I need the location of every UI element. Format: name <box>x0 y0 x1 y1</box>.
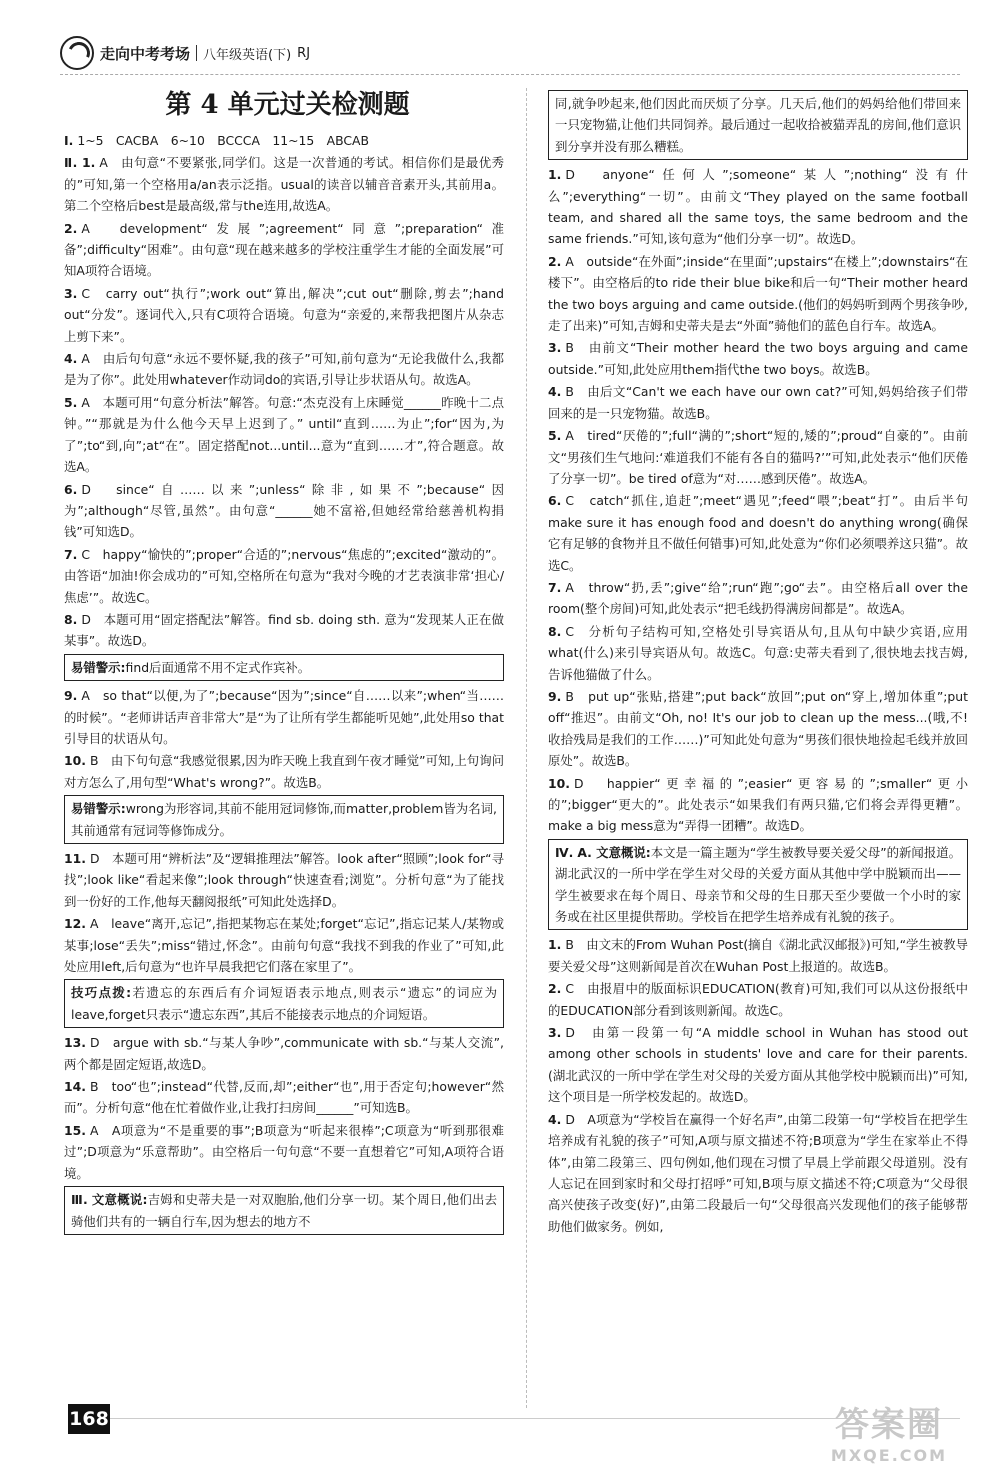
note-box <box>64 795 504 844</box>
answer-item <box>64 218 504 282</box>
answer-item <box>548 164 968 250</box>
item-number: 9. <box>64 688 78 704</box>
item-text: B 由下句句意“我感觉很累,因为昨天晚上我直到午夜才睡觉”可知,上句询问对方怎么了,用句型“What's wrong?”。故选B。 <box>64 753 504 790</box>
item-number: 4. <box>548 1111 562 1127</box>
item-text: A leave“离开,忘记”,指把某物忘在某处;forget“忘记”,指忘记某人/某物或某事;lose“丢失”;miss“错过,怀念”。由前句句意“我找不到我的作业了”可知,此处应用left,后句意为“也许早晨我把它们落在家里了”。 <box>64 916 504 975</box>
item-text: A 由后句句意“永远不要怀疑,我的孩子”可知,前句意为“无论我做什么,我都是为了你”。此处用whatever作动词do的宾语,引导让步状语从句。故选A。 <box>64 351 504 388</box>
note-label: 易错警示: <box>71 659 126 675</box>
item-number: 13. <box>64 1035 86 1051</box>
answer-item <box>64 1032 504 1075</box>
answer-item <box>548 934 968 977</box>
page-header <box>60 36 310 70</box>
item-number: Ⅲ. <box>71 1192 88 1208</box>
item-number: 6. <box>548 493 562 509</box>
item-text: C happy“愉快的”;proper“合适的”;nervous“焦虑的”;excited“激动的”。由答语“加油!你会成功的”可知,空格所在句意为“我对今晚的才艺表演非常‘担心/焦虑’”。故选C。 <box>64 546 504 605</box>
answer-item <box>548 490 968 576</box>
item-text: A tired“厌倦的”;full“满的”;short“短的,矮的”;proud“自豪的”。由前文“男孩们生气地问:‘难道我们不能有各自的猫吗?’”可知,此处表示“他们厌倦了分享一切”。be tired of意为“对……感到厌倦”。故选A。 <box>548 428 968 486</box>
item-number: 11. <box>64 851 86 866</box>
item-number: 3. <box>548 1025 562 1041</box>
item-text: A A项意为“不是重要的事”;B项意为“听起来很棒”;C项意为“听到那很难过”;D项意为“乐意帮助”。由空格后一句句意“不要一直想着它”可知,A项符合语境。 <box>64 1122 504 1181</box>
answer-item <box>548 251 968 337</box>
answer-item <box>64 1076 504 1119</box>
note-label: A. 文意概说: <box>577 844 651 860</box>
item-text: D A项意为“学校旨在赢得一个好名声”,由第二段第一句“学校旨在把学生培养成有礼貌的孩子”可知,A项与原文描述不符;B项意为“学生在家举止不得体”,由第二段第三、四句例如,他们现在习惯了早晨上学前跟父母道别。没有人忘记在回到家时和父母打招呼”可知,B项与原文描述不符;C项意为“父母很高兴使孩子改变(好)”,由第二段最后一句“父母很高兴发现他们的孩子能够帮助他们做家务。例如, <box>548 1111 968 1234</box>
note-label: 文意概说: <box>91 1192 148 1208</box>
answer-item <box>64 609 504 652</box>
item-number: 5. <box>64 394 78 410</box>
item-text: wrong为形容词,其前不能用冠词修饰,而matter,problem皆为名词,其前通常有冠词等修饰成分。 <box>71 801 497 838</box>
answer-item <box>64 1120 504 1184</box>
answer-item <box>64 913 504 977</box>
item-text: D 由第一段第一句“A middle school in Wuhan has stood out among other schools in students' love and care for their parents.(湖北武汉的一所中学在学生对父母的关爱方面从其他学校中脱颖而出)”可知,这个项目是一所学校发起的。故选D。 <box>548 1025 968 1105</box>
answer-item <box>548 686 968 772</box>
item-text: 吉姆和史蒂夫是一对双胞胎,他们分享一切。某个周日,他们出去骑他们共有的一辆自行车,因为想去的地方不 <box>71 1192 497 1229</box>
note-box <box>548 839 968 931</box>
edition-label: RJ <box>297 45 311 61</box>
item-number: 10. <box>64 753 86 769</box>
item-number: 5. <box>548 428 562 444</box>
answer-item <box>64 685 504 749</box>
note-box <box>548 90 968 160</box>
answer-item <box>64 750 504 793</box>
left-column <box>64 130 504 1410</box>
answer-item <box>548 621 968 685</box>
item-number: 3. <box>548 340 562 356</box>
answer-item <box>548 1022 968 1108</box>
answer-item <box>64 479 504 543</box>
brand-logo-icon <box>60 36 94 70</box>
page-number: 168 <box>68 1404 110 1434</box>
item-number: 1. <box>548 167 562 183</box>
item-text: A 本题可用“句意分析法”解答。句意:“杰克没有上床睡觉______昨晚十二点钟。”“那就是为什么他今天早上迟到了。” until“直到……为止”;for“因为,为了”;to“到,向”;at“在”。固定搭配not...until...意为“直到……才”,符合题意。故选A。 <box>64 394 504 475</box>
item-text: find后面通常不用不定式作宾补。 <box>125 659 311 675</box>
note-box <box>64 654 504 681</box>
item-number: Ⅳ. <box>555 844 574 860</box>
item-number: 8. <box>64 611 78 627</box>
item-text: D anyone“任何人”;someone“某人”;nothing“没有什么”;everything“一切”。由前文“They played on the same football team, and shared all the same toys, the same bedroom and the same friends.”可知,该句意为“他们分享一切”。故选D。 <box>548 167 968 247</box>
answer-item <box>64 348 504 391</box>
item-number: 9. <box>548 688 562 704</box>
item-number: 15. <box>64 1122 86 1138</box>
item-number: 12. <box>64 916 86 932</box>
answer-item <box>548 978 968 1021</box>
watermark-logo-text: 答案圈 <box>835 1405 943 1445</box>
answer-item <box>64 283 504 347</box>
item-text: B 由前文“Their mother heard the two boys arguing and came outside.”可知,此处应用them指代the two boys。故选B。 <box>548 340 968 377</box>
item-number: 3. <box>64 285 78 301</box>
item-text: C carry out“执行”;work out“算出,解决”;cut out“删除,剪去”;hand out“分发”。逐词代入,只有C项符合语境。句意为“亲爱的,来帮我把图片从杂志上剪下来”。 <box>64 285 504 344</box>
item-text: C catch“抓住,追赶”;meet“遇见”;feed“喂”;beat“打”。由后半句make sure it has enough food and doesn't do anything wrong(确保它有足够的食物并且不做任何错事)可知,此处意为“你们必须喂养这只猫”。故选C。 <box>548 493 968 573</box>
item-text: D 本题可用“辨析法”及“逻辑推理法”解答。look after“照顾”;look for“寻找”;look like“看起来像”;look through“快速查看;浏览”。分析句意“为了能找到一份好的工作,他每天翻阅报纸”可知此处选择D。 <box>64 851 504 909</box>
item-text: B 由后文“Can't we each have our own cat?”可知,妈妈给孩子们带回来的是一只宠物猫。故选B。 <box>548 384 968 421</box>
note-box <box>64 1186 504 1235</box>
answer-item <box>64 544 504 608</box>
item-text: D since“自……以来”;unless“除非,如果不”;because“因为”;although“尽管,虽然”。由句意“______她不富裕,但她经常给慈善机构捐钱”可知选D。 <box>64 481 504 540</box>
item-text: 本文是一篇主题为“学生被教导要关爱父母”的新闻报道。湖北武汉的一所中学在学生对父母的关爱方面从其他中学中脱颖而出——学生被要求在每个周日、母亲节和父母的生日那天至少要做一个小时的家务或在社区里提供帮助。学校旨在把学生培养成有礼貌的孩子。 <box>555 844 961 925</box>
item-number: 7. <box>548 579 562 595</box>
answer-item <box>64 848 504 912</box>
item-text: 同,就争吵起来,他们因此而厌烦了分享。几天后,他们的妈妈给他们带回来一只宠物猫,让他们共同饲养。最后通过一起收拾被猫弄乱的房间,他们意识到分享并没有那么糟糕。 <box>555 96 961 154</box>
item-number: 1. <box>548 937 562 953</box>
answer-item <box>64 152 504 216</box>
answer-item <box>548 1109 968 1237</box>
answer-item <box>548 381 968 424</box>
header-separator <box>196 45 197 61</box>
note-label: 技巧点拨: <box>71 985 132 1001</box>
item-text: A outside“在外面”;inside“在里面”;upstairs“在楼上”;downstairs“在楼下”。由空格后的to ride their blue bike和后一句“Their mother heard the two boys arguing and came outside.(他们的妈妈听到两个男孩争吵,走了出来)”可知,吉姆和史蒂夫是去“外面”骑他们的蓝色自行车。故选A。 <box>548 253 968 334</box>
note-box <box>64 979 504 1028</box>
item-text: D argue with sb.“与某人争吵”,communicate with sb.“与某人交流”,两个都是固定短语,故选D。 <box>64 1035 504 1072</box>
column-divider <box>526 88 527 1408</box>
item-number: Ⅱ. 1. <box>64 155 96 171</box>
item-number: 6. <box>64 481 78 497</box>
page-title: 第 4 单元过关检测题 <box>165 90 410 120</box>
item-number: 2. <box>548 253 562 269</box>
item-text: B 由文末的From Wuhan Post(摘自《湖北武汉邮报》)可知,“学生被教导要关爱父母”这则新闻是首次在Wuhan Post上报道的。故选B。 <box>548 937 968 974</box>
answer-item <box>548 337 968 380</box>
answer-item <box>548 425 968 489</box>
item-text: A 由句意“不要紧张,同学们。这是一次普通的考试。相信你们是最优秀的”可知,第一个空格用a/an表示泛指。usual的读音以辅音音素开头,其前用a。第二个空格后best是最高级,常与the连用,故选A。 <box>64 155 504 214</box>
item-number: Ⅰ. <box>64 133 74 148</box>
item-number: 8. <box>548 623 562 639</box>
item-text: A development“发展”;agreement“同意”;preparation“准备”;difficulty“困难”。由句意“现在越来越多的学校注重学生才能的全面发展”可知A项符合语境。 <box>64 220 504 279</box>
item-text: 1~5 CACBA 6~10 BCCCA 11~15 ABCAB <box>77 133 370 148</box>
item-text: 若遗忘的东西后有介词短语表示地点,则表示“遗忘”的词应为leave,forget只表示“遗忘东西”,其后不能接表示地点的介词短语。 <box>71 985 497 1022</box>
item-text: B put up“张贴,搭建”;put back“放回”;put on“穿上,增加体重”;put off“推迟”。由前文“Oh, no! It's our job to clean up the mess...(哦,不!收拾残局是我们的工作……)”可知此处句意为“男孩们很快地捡起毛线并放回原处”。故选B。 <box>548 688 968 769</box>
item-number: 10. <box>548 775 570 791</box>
watermark <box>814 1397 964 1465</box>
item-number: 4. <box>548 384 562 400</box>
item-number: 7. <box>64 546 78 562</box>
header-rule <box>60 74 960 75</box>
item-number: 2. <box>64 220 78 236</box>
answer-item <box>548 773 968 837</box>
right-column <box>548 88 968 1410</box>
item-text: A so that“以便,为了”;because“因为”;since“自……以来”;when“当……的时候”。“老师讲话声音非常大”是“为了让所有学生都能听见她”,此处用so that引导目的状语从句。 <box>64 688 504 746</box>
item-number: 2. <box>548 981 562 997</box>
watermark-url: MXQE.COM <box>830 1446 948 1465</box>
item-text: D 本题可用“固定搭配法”解答。find sb. doing sth. 意为“发现某人正在做某事”。故选D。 <box>64 611 504 649</box>
item-text: C 由报眉中的版面标识EDUCATION(教育)可知,我们可以从这份报纸中的EDUCATION部分看到该则新闻。故选C。 <box>548 981 968 1018</box>
item-text: D happier“更幸福的”;easier“更容易的”;smaller“更小的”;bigger“更大的”。此处表示“如果我们有两只猫,它们将会弄得更糟”。make a big mess意为“弄得一团糟”。故选D。 <box>548 775 968 834</box>
note-label: 易错警示: <box>71 801 126 817</box>
item-number: 14. <box>64 1079 86 1095</box>
answer-item <box>548 577 968 620</box>
item-number: 4. <box>64 351 78 367</box>
book-title: 八年级英语(下) <box>203 47 292 63</box>
brand-name: 走向中考考场 <box>100 44 191 63</box>
answer-item <box>64 392 504 478</box>
item-text: A throw“扔,丢”;give“给”;run“跑”;go“去”。由空格后all over the room(整个房间)可知,此处表示“把毛线扔得满房间都是”。故选A。 <box>548 579 968 617</box>
item-text: C 分析句子结构可知,空格处引导宾语从句,且从句中缺少宾语,应用what(什么)来引导宾语从句。故选C。句意:史蒂夫看到了,很快地去找吉姆,告诉他猫做了什么。 <box>548 623 968 682</box>
answer-item <box>64 130 504 151</box>
item-text: B too“也”;instead“代替,反而,却”;either“也”,用于否定句;however“然而”。分析句意“他在忙着做作业,让我打扫房间______”可知选B。 <box>64 1079 504 1116</box>
